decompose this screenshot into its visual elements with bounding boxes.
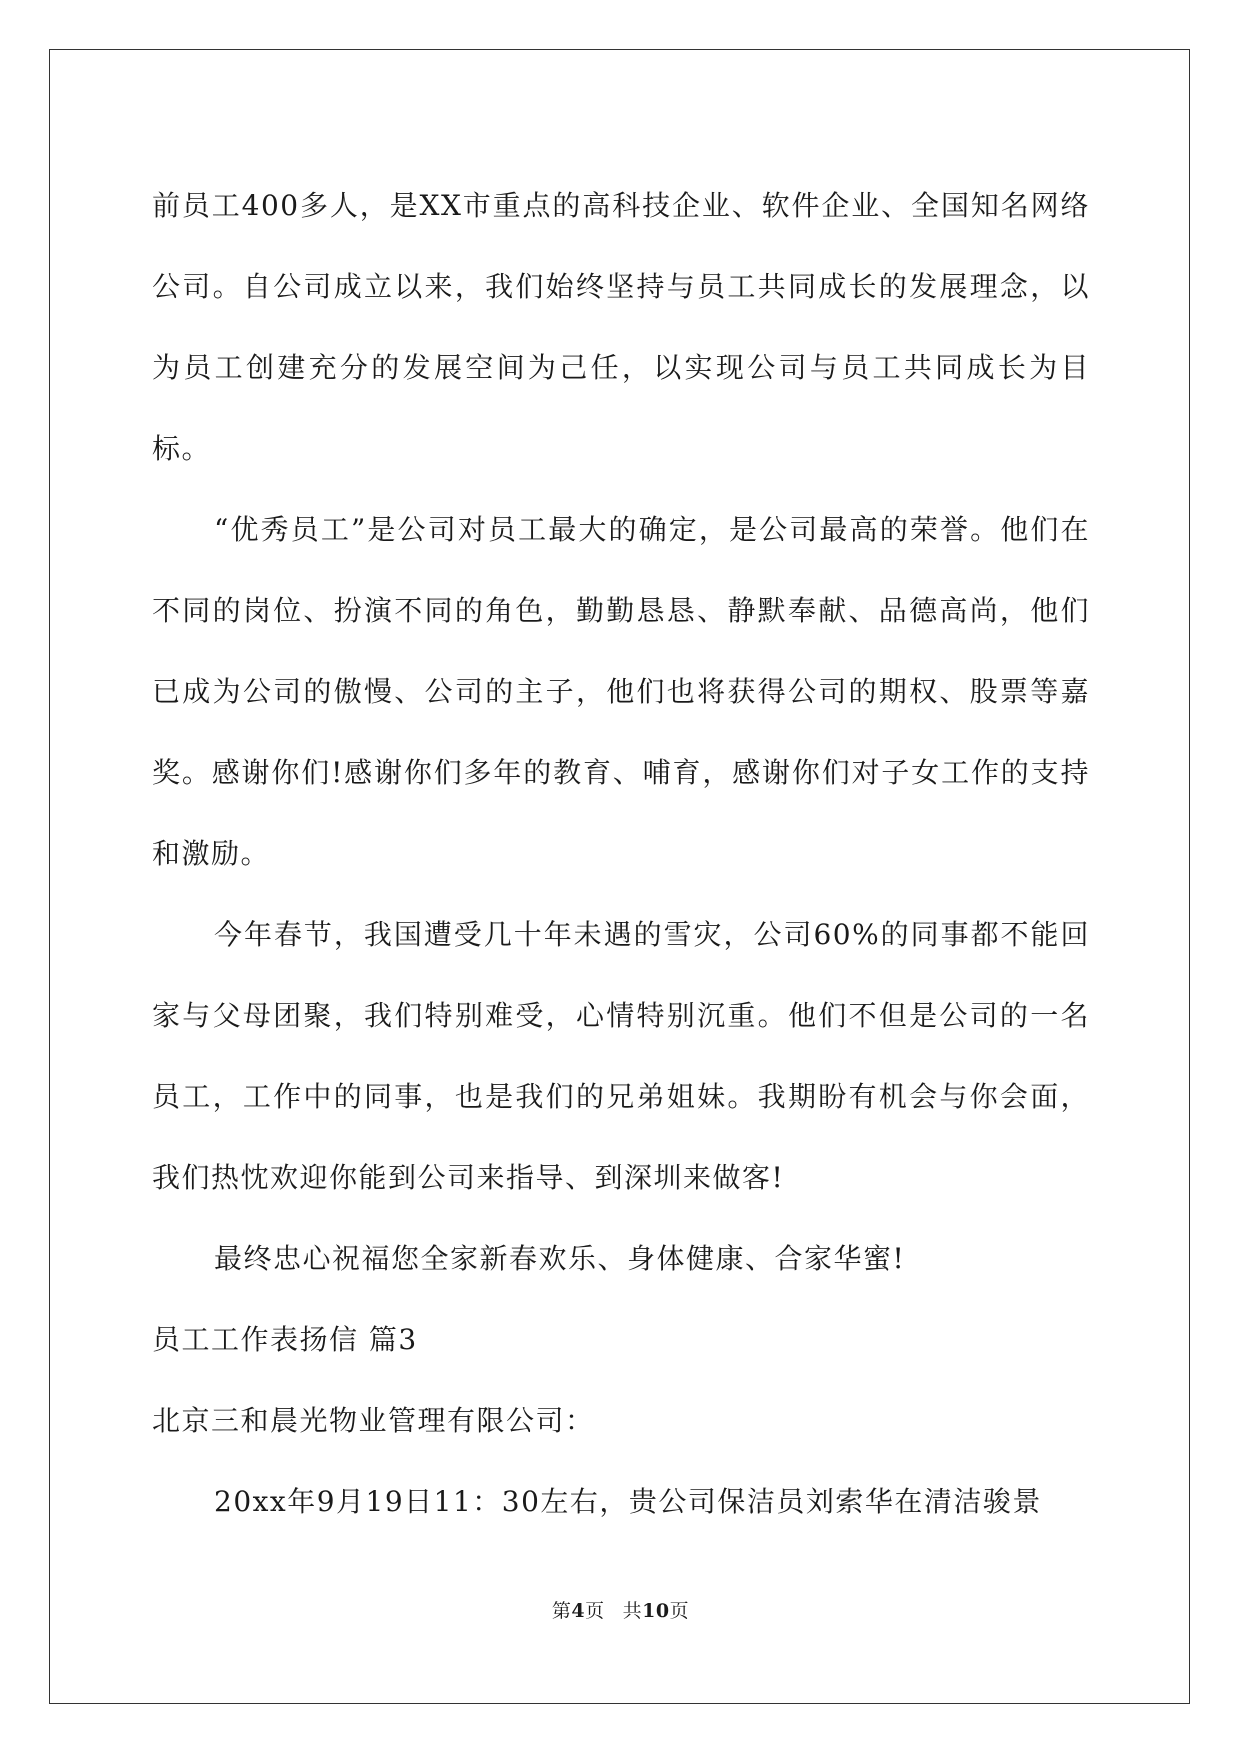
page-footer: [0, 1596, 1241, 1623]
paragraph-excellent-staff: “优秀员工”是公司对员工最大的确定，是公司最高的荣誉。他们在不同的岗位、扮演不同的角色，勤勤恳恳、静默奉献、品德高尚，他们已成为公司的傲慢、公司的主子，他们也将获得公司的期权、股票等嘉奖。感谢你们!感谢你们多年的教育、哺育，感谢你们对子女工作的支持和激励。: [152, 513, 1090, 870]
paragraph-blessing: 最终忠心祝福您全家新春欢乐、身体健康、合家华蜜!: [214, 1242, 906, 1275]
page-suffix: 页: [585, 1600, 605, 1622]
paragraph-spring-festival: 今年春节，我国遭受几十年未遇的雪灾，公司60%的同事都不能回家与父母团聚，我们特别难受，心情特别沉重。他们不但是公司的一名员工，工作中的同事，也是我们的兄弟姐妹。我期盼有机会与你会面，我们热忱欢迎你能到公司来指导、到深圳来做客!: [152, 918, 1090, 1194]
paragraph-incident: 20xx年9月19日11：30左右，贵公司保洁员刘索华在清洁骏景: [214, 1485, 1042, 1518]
document-body: [152, 165, 1090, 1542]
paragraph-company-intro: 前员工400多人，是XX市重点的高科技企业、软件企业、全国知名网络公司。自公司成立以来，我们始终坚持与员工共同成长的发展理念，以为员工创建充分的发展空间为己任，以实现公司与员工共同成长为目标。: [152, 189, 1090, 465]
total-suffix: 页: [669, 1600, 690, 1622]
page-current: 4: [571, 1600, 586, 1622]
page-prefix: 第: [551, 1600, 572, 1622]
section-heading: 员工工作表扬信 篇3: [152, 1323, 418, 1356]
page-total: 10: [642, 1600, 670, 1622]
total-prefix: 共: [622, 1600, 643, 1622]
letter-salutation: 北京三和晨光物业管理有限公司：: [152, 1404, 595, 1437]
